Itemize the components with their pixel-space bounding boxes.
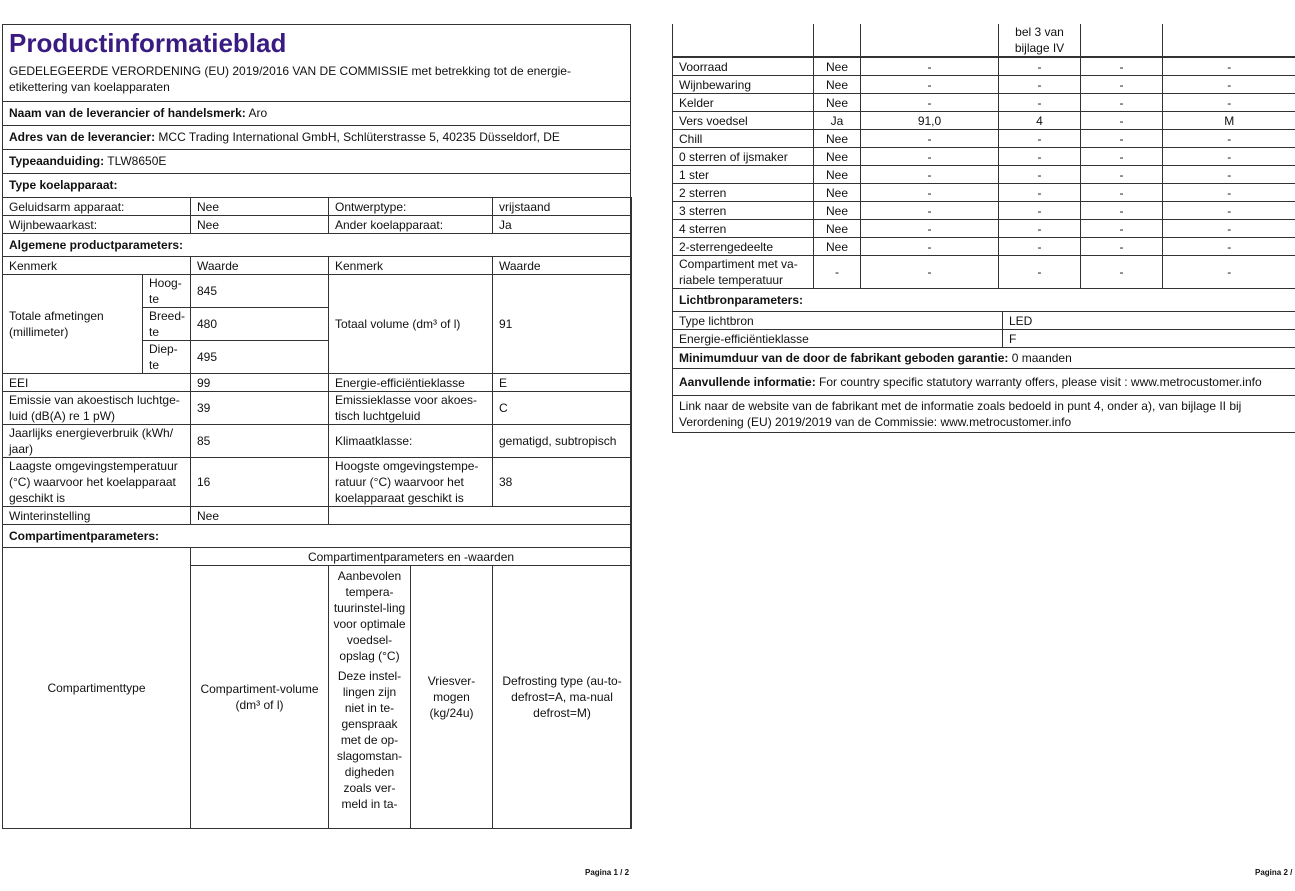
compartment-name: 2 sterren (673, 184, 814, 202)
param-value: 85 (191, 425, 329, 458)
compartment-defrost: - (1163, 184, 1295, 202)
compartment-row (673, 148, 1295, 166)
compartment-freeze: - (1081, 220, 1163, 238)
model-line (3, 150, 630, 174)
compartment-header: Compartimentparameters: (9, 529, 160, 543)
type-value: vrijstaand (493, 198, 632, 216)
col-waarde: Waarde (191, 257, 329, 275)
compartment-row (673, 76, 1295, 94)
comp-freeze-header: Vriesver-mogen (kg/24u) (411, 566, 493, 829)
compartment-row (673, 58, 1295, 76)
compartment-volume: - (861, 58, 999, 76)
dim-value: 845 (191, 275, 329, 308)
continued-header-row (673, 24, 1295, 57)
model-value: TLW8650E (107, 154, 167, 168)
compartment-defrost: - (1163, 148, 1295, 166)
compartment-defrost: - (1163, 130, 1295, 148)
dimension-row (3, 275, 632, 308)
compartment-values-table (672, 24, 1295, 57)
light-header-row (673, 289, 1295, 312)
compartment-freeze: - (1081, 256, 1163, 289)
guarantee-label: Minimumduur van de door de fabrikant geboden garantie: (679, 351, 1009, 365)
param-value: 39 (191, 392, 329, 425)
compartment-volume: - (861, 148, 999, 166)
compartment-present: - (814, 256, 861, 289)
param-key: Emissie van akoestisch luchtge-luid (dB(A) re 1 pW) (3, 392, 191, 425)
supplier-value: Aro (248, 106, 268, 120)
compartment-defrost: - (1163, 58, 1295, 76)
param-row (3, 374, 632, 392)
light-value: F (1003, 330, 1295, 348)
compartment-freeze: - (1081, 238, 1163, 256)
type-table (2, 197, 632, 256)
compartment-freeze: - (1081, 76, 1163, 94)
param-key: Klimaatklasse: (329, 425, 493, 458)
link-text: Link naar de website van de fabrikant met de informatie zoals bedoeld in punt 4, onder a), van bijlage II bij Verordening (EU) 2019/2019 van de Commissie: www.metrocustomer.info (673, 396, 1295, 433)
compartment-temp: - (999, 184, 1081, 202)
param-value: 16 (191, 458, 329, 507)
type-row (3, 216, 632, 234)
compartment-volume: - (861, 220, 999, 238)
compartment-volume: 91,0 (861, 112, 999, 130)
type-key: Geluidsarm apparaat: (3, 198, 191, 216)
variable-row (673, 256, 1295, 289)
dimensions-label: Totale afmetingen (millimeter) (3, 275, 143, 374)
param-value: C (493, 392, 632, 425)
compartment-header-row (3, 525, 632, 548)
compartment-volume: - (861, 130, 999, 148)
general-header: Algemene productparameters: (9, 238, 184, 252)
param-row (3, 392, 632, 425)
extra-label: Aanvullende informatie: (679, 375, 816, 389)
type-key: Wijnbewaarkast: (3, 216, 191, 234)
page-1 (0, 0, 640, 891)
compartment-freeze: - (1081, 130, 1163, 148)
param-key: Jaarlijks energieverbruik (kWh/ jaar) (3, 425, 191, 458)
extra-value: For country specific statutory warranty offers, please visit : www.metrocustomer.info (819, 375, 1262, 389)
compartment-name: Chill (673, 130, 814, 148)
light-key: Type lichtbron (673, 312, 1003, 330)
compartment-freeze: - (1081, 184, 1163, 202)
compartment-row (673, 220, 1295, 238)
col-kenmerk: Kenmerk (3, 257, 191, 275)
compartment-present: Nee (814, 220, 861, 238)
dim-label: Hoog-te (143, 275, 191, 308)
compartment-name: Wijnbewaring (673, 76, 814, 94)
compartment-name: 2-sterrengedeelte (673, 238, 814, 256)
dim-label: Diep-te (143, 341, 191, 374)
compartment-temp: - (999, 166, 1081, 184)
compartment-defrost: - (1163, 220, 1295, 238)
type-key: Ontwerptype: (329, 198, 493, 216)
param-value: gematigd, subtropisch (493, 425, 632, 458)
winter-row (3, 507, 632, 525)
dim-label: Breed-te (143, 308, 191, 341)
page-1-frame (2, 24, 631, 829)
compartment-present: Nee (814, 148, 861, 166)
compartment-defrost: - (1163, 256, 1295, 289)
page-2-footer: Pagina 2 / (1255, 868, 1293, 877)
compartment-name: 4 sterren (673, 220, 814, 238)
compartment-freeze: - (1081, 166, 1163, 184)
compartment-present: Nee (814, 76, 861, 94)
compartment-row (673, 238, 1295, 256)
compartment-name: Vers voedsel (673, 112, 814, 130)
compartment-rows (672, 57, 1295, 312)
type-row (3, 198, 632, 216)
param-value: 38 (493, 458, 632, 507)
light-header: Lichtbronparameters: (679, 293, 804, 307)
param-key: Laagste omgevingstemperatuur (°C) waarvoor het koelapparaat geschikt is (3, 458, 191, 507)
page-2-frame (672, 24, 1295, 433)
compartment-name: Compartiment met va-riabele temperatuur (673, 256, 814, 289)
address-label: Adres van de leverancier: (9, 130, 156, 144)
guarantee-value: 0 maanden (1011, 351, 1072, 365)
compartment-volume: - (861, 76, 999, 94)
param-key: Emissieklasse voor akoes-tisch luchtgeluid (329, 392, 493, 425)
type-value: Ja (493, 216, 632, 234)
compartment-freeze: - (1081, 148, 1163, 166)
winter-label: Winterinstelling (3, 507, 191, 525)
param-value: E (493, 374, 632, 392)
winter-value: Nee (191, 507, 329, 525)
continued-header-text: bel 3 van bijlage IV (999, 24, 1081, 57)
guarantee-row (673, 348, 1295, 369)
compartment-temp: - (999, 202, 1081, 220)
param-value: 99 (191, 374, 329, 392)
supplier-label: Naam van de leverancier of handelsmerk: (9, 106, 246, 120)
compartment-temp: 4 (999, 112, 1081, 130)
compartment-defrost: - (1163, 166, 1295, 184)
param-key: Hoogste omgevingstempe-ratuur (°C) waarvoor het koelapparaat geschikt is (329, 458, 493, 507)
address-line (3, 126, 630, 150)
compartment-temp: - (999, 130, 1081, 148)
model-label: Typeaanduiding: (9, 154, 105, 168)
compartment-temp: - (999, 238, 1081, 256)
light-key: Energie-efficiëntieklasse (673, 330, 1003, 348)
compartment-defrost: - (1163, 202, 1295, 220)
compartment-name: 0 sterren of ijsmaker (673, 148, 814, 166)
compartment-temp: - (999, 148, 1081, 166)
type-header: Type koelapparaat: (9, 178, 118, 192)
compartment-temp: - (999, 256, 1081, 289)
extra-info-row (673, 369, 1295, 396)
light-table (672, 312, 1295, 433)
compartment-defrost: - (1163, 238, 1295, 256)
compartment-temp: - (999, 220, 1081, 238)
comp-volume-header: Compartiment-volume (dm³ of l) (191, 566, 329, 829)
compartment-temp: - (999, 76, 1081, 94)
compartment-row (673, 184, 1295, 202)
compartment-volume: - (861, 238, 999, 256)
compartment-row (673, 94, 1295, 112)
compartment-temp: - (999, 58, 1081, 76)
comp-temp-header: Aanbevolen tempera-tuurinstel-ling voor optimale voedsel-opslag (°C) Deze instel-lingen zijn niet in te-genspraak met de op-slagomstan-digheden zoals ver-meld in ta- (329, 566, 411, 829)
general-table (2, 256, 632, 548)
compartment-present: Nee (814, 202, 861, 220)
compartment-temp: - (999, 94, 1081, 112)
light-row (673, 312, 1295, 330)
type-value: Nee (191, 198, 329, 216)
col-kenmerk: Kenmerk (329, 257, 493, 275)
light-value: LED (1003, 312, 1295, 330)
dim-value: 495 (191, 341, 329, 374)
compartment-row (673, 202, 1295, 220)
compartment-present: Nee (814, 238, 861, 256)
compartment-row (673, 130, 1295, 148)
compartment-defrost: M (1163, 112, 1295, 130)
compartment-name: Kelder (673, 94, 814, 112)
param-key: EEI (3, 374, 191, 392)
compartment-present: Nee (814, 166, 861, 184)
compartment-present: Nee (814, 58, 861, 76)
volume-label: Totaal volume (dm³ of l) (329, 275, 493, 374)
compartment-name: 1 ster (673, 166, 814, 184)
param-row (3, 458, 632, 507)
compartment-table (2, 548, 632, 829)
compartment-defrost: - (1163, 76, 1295, 94)
type-value: Nee (191, 216, 329, 234)
comp-defrost-header: Defrosting type (au-to-defrost=A, ma-nual defrost=M) (493, 566, 632, 829)
compartment-volume: - (861, 166, 999, 184)
regulation-text: GEDELEGEERDE VERORDENING (EU) 2019/2016 VAN DE COMMISSIE met betrekking tot de energie-etikettering van koelapparaten (3, 59, 630, 102)
param-row (3, 425, 632, 458)
compartment-volume: - (861, 202, 999, 220)
compartment-volume: - (861, 184, 999, 202)
compartment-name: 3 sterren (673, 202, 814, 220)
compartment-row (673, 112, 1295, 130)
compartment-freeze: - (1081, 94, 1163, 112)
col-waarde: Waarde (493, 257, 632, 275)
compartment-defrost: - (1163, 94, 1295, 112)
dim-value: 480 (191, 308, 329, 341)
compartment-present: Ja (814, 112, 861, 130)
param-key: Energie-efficiëntieklasse (329, 374, 493, 392)
compartment-row (673, 166, 1295, 184)
supplier-line (3, 102, 630, 126)
type-key: Ander koelapparaat: (329, 216, 493, 234)
link-row (673, 396, 1295, 433)
page-1-footer: Pagina 1 / 2 (585, 868, 630, 877)
general-col-headers (3, 257, 632, 275)
light-row (673, 330, 1295, 348)
page-2 (666, 0, 1295, 891)
address-value: MCC Trading International GmbH, Schlüterstrasse 5, 40235 Düsseldorf, DE (158, 130, 560, 144)
volume-value: 91 (493, 275, 632, 374)
compartment-freeze: - (1081, 58, 1163, 76)
comp-type-header: Compartimenttype (3, 548, 191, 829)
compartment-present: Nee (814, 94, 861, 112)
compartment-present: Nee (814, 130, 861, 148)
compartment-volume: - (861, 256, 999, 289)
compartment-name: Voorraad (673, 58, 814, 76)
compartment-present: Nee (814, 184, 861, 202)
compartment-volume: - (861, 94, 999, 112)
document-title: Productinformatieblad (9, 28, 287, 58)
compartment-freeze: - (1081, 202, 1163, 220)
compartment-freeze: - (1081, 112, 1163, 130)
comp-group-header: Compartimentparameters en -waarden (191, 548, 632, 566)
general-header-row (3, 234, 632, 257)
